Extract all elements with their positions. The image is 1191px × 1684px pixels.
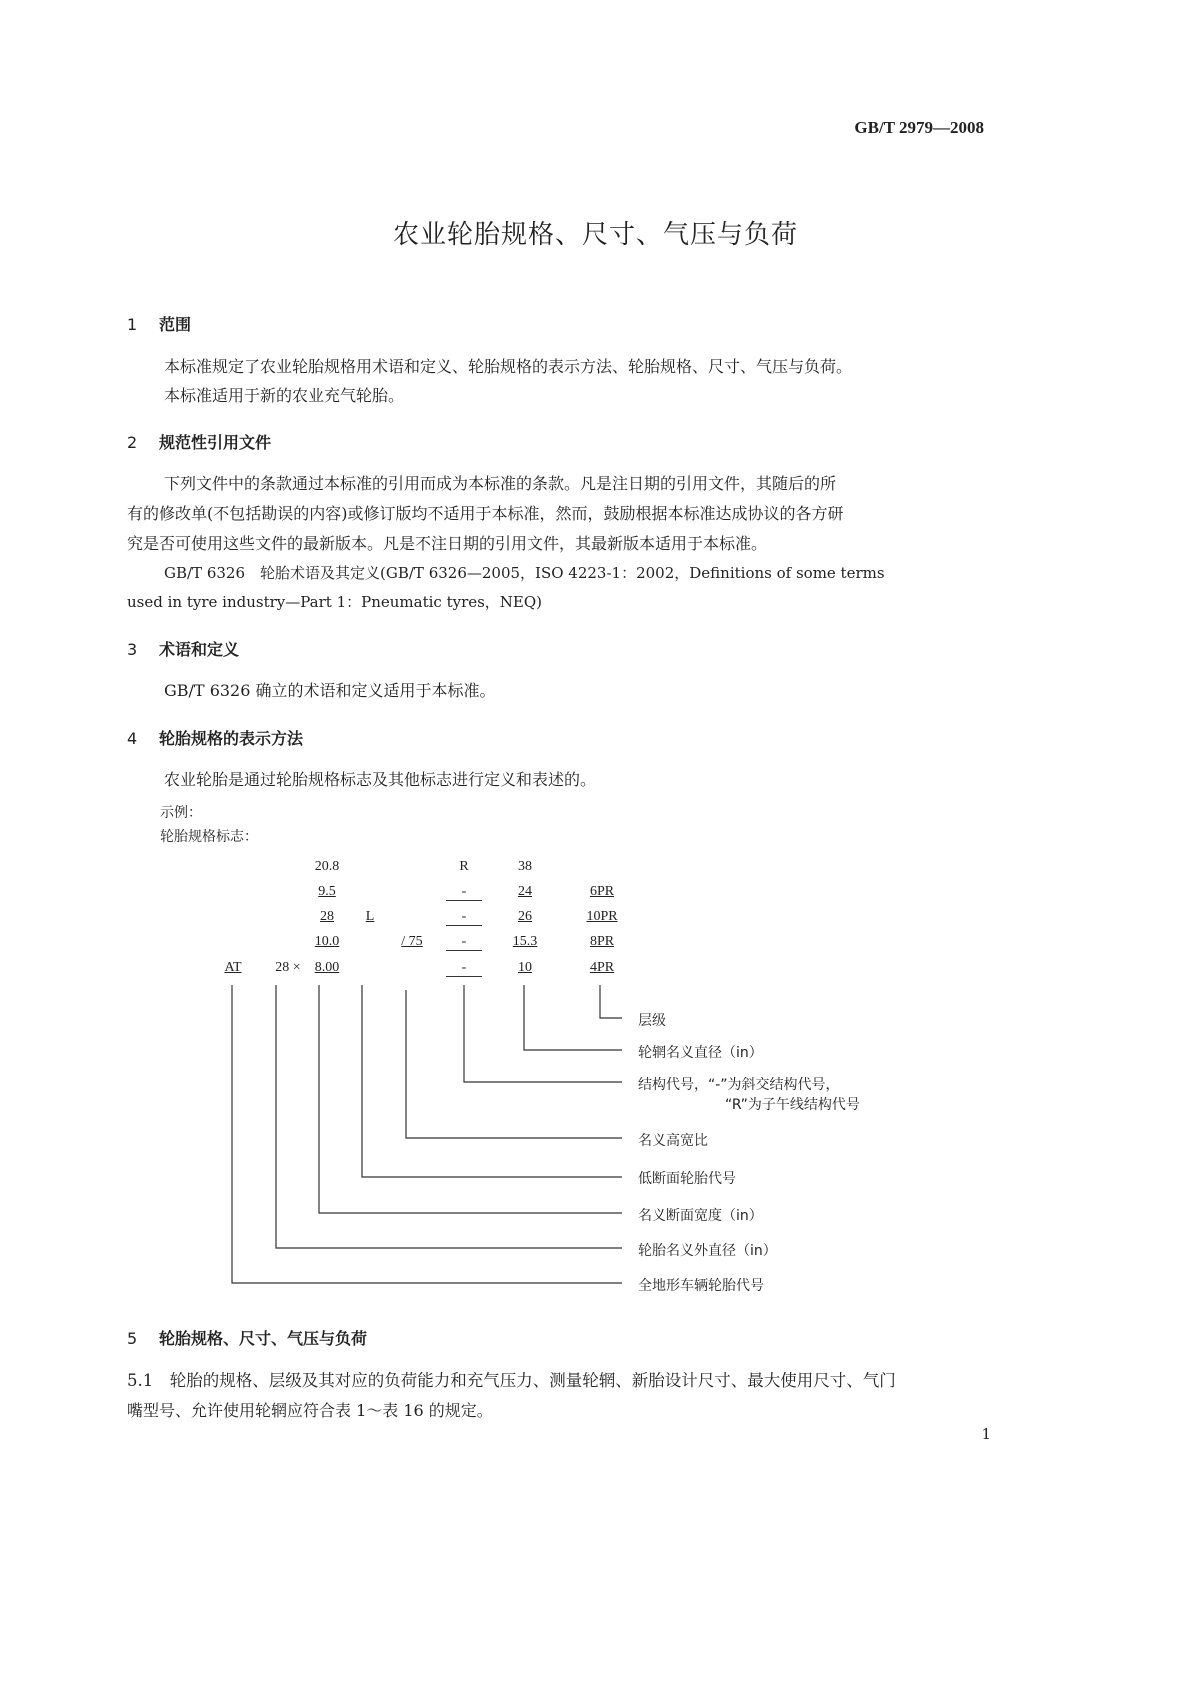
diagram-cell: 10PR — [586, 909, 618, 924]
diagram-cell: 8.00 — [314, 960, 340, 975]
section-number: 1 — [127, 315, 138, 334]
label-rim-diameter: 轮辋名义直径（in） — [638, 1045, 763, 1061]
section-number: 2 — [127, 433, 138, 452]
page-title: 农业轮胎规格、尺寸、气压与负荷 — [392, 220, 798, 250]
diagram-cell: 24 — [518, 884, 532, 899]
label-aspect-ratio: 名义高宽比 — [638, 1133, 708, 1149]
reference-entry: used in tyre industry—Part 1：Pneumatic tyres，NEQ) — [127, 593, 543, 611]
section-title: 轮胎规格、尺寸、气压与负荷 — [159, 1329, 368, 1348]
diagram-cell: - — [446, 909, 482, 926]
diagram-cell: 15.3 — [512, 934, 538, 949]
page-number: 1 — [981, 1425, 991, 1443]
diagram-cell: 10 — [518, 960, 532, 975]
marking-label: 轮胎规格标志： — [160, 829, 258, 845]
label-construction-code: 结构代号，“-”为斜交结构代号， — [638, 1077, 840, 1093]
diagram-cell: 20.8 — [314, 859, 340, 874]
diagram-cell: 10.0 — [314, 934, 340, 949]
example-label: 示例： — [160, 805, 202, 821]
section-number: 4 — [127, 729, 138, 748]
diagram-cell: - — [446, 884, 482, 901]
section-title: 范围 — [159, 315, 192, 334]
diagram-cell: L — [365, 909, 375, 924]
section-title: 轮胎规格的表示方法 — [159, 729, 304, 748]
diagram-cell: 8PR — [589, 934, 615, 949]
paragraph: 有的修改单(不包括勘误的内容)或修订版均不适用于本标准，然而，鼓励根据本标准达成协议的各方研 — [127, 504, 844, 523]
paragraph: 究是否可使用这些文件的最新版本。凡是不注日期的引用文件，其最新版本适用于本标准。 — [127, 534, 768, 553]
diagram-cell: - — [446, 960, 482, 977]
diagram-cell: 28 × — [275, 960, 301, 975]
paragraph: GB/T 6326 确立的术语和定义适用于本标准。 — [164, 681, 496, 700]
label-section-width: 名义断面宽度（in） — [638, 1208, 763, 1224]
diagram-cell: R — [459, 859, 469, 874]
paragraph: 本标准适用于新的农业充气轮胎。 — [164, 386, 405, 405]
diagram-cell: AT — [224, 960, 242, 975]
diagram-cell: 38 — [518, 859, 532, 874]
standard-number: GB/T 2979—2008 — [854, 118, 984, 137]
diagram-cell: 28 — [320, 909, 334, 924]
label-atv-code: 全地形车辆轮胎代号 — [638, 1278, 764, 1294]
section-5-heading — [127, 1326, 367, 1349]
diagram-cell: - — [446, 934, 482, 951]
section-number: 3 — [127, 640, 138, 659]
section-title: 术语和定义 — [159, 640, 240, 659]
clause-5-1-cont: 嘴型号、允许使用轮辋应符合表 1～表 16 的规定。 — [127, 1401, 493, 1420]
label-low-section-code: 低断面轮胎代号 — [638, 1171, 736, 1187]
paragraph: 本标准规定了农业轮胎规格用术语和定义、轮胎规格的表示方法、轮胎规格、尺寸、气压与负荷。 — [164, 357, 853, 376]
section-number: 5 — [127, 1329, 138, 1348]
label-outer-diameter: 轮胎名义外直径（in） — [638, 1243, 777, 1259]
diagram-cell: 4PR — [589, 960, 615, 975]
reference-entry: GB/T 6326 轮胎术语及其定义(GB/T 6326—2005，ISO 4223-1：2002，Definitions of some terms — [164, 564, 885, 582]
section-title: 规范性引用文件 — [159, 433, 272, 452]
diagram-cell: 6PR — [589, 884, 615, 899]
paragraph: 农业轮胎是通过轮胎规格标志及其他标志进行定义和表述的。 — [164, 770, 597, 789]
paragraph: 下列文件中的条款通过本标准的引用而成为本标准的条款。凡是注日期的引用文件，其随后的所 — [164, 474, 837, 493]
diagram-cell: 26 — [518, 909, 532, 924]
clause-5-1: 5.1 轮胎的规格、层级及其对应的负荷能力和充气压力、测量轮辋、新胎设计尺寸、最大使用尺寸、气门 — [127, 1371, 896, 1390]
diagram-cell: 9.5 — [318, 884, 336, 899]
label-ply-rating: 层级 — [638, 1013, 666, 1029]
label-construction-code-radial: “R”为子午线结构代号 — [725, 1097, 860, 1113]
diagram-cell: / 75 — [401, 934, 423, 949]
